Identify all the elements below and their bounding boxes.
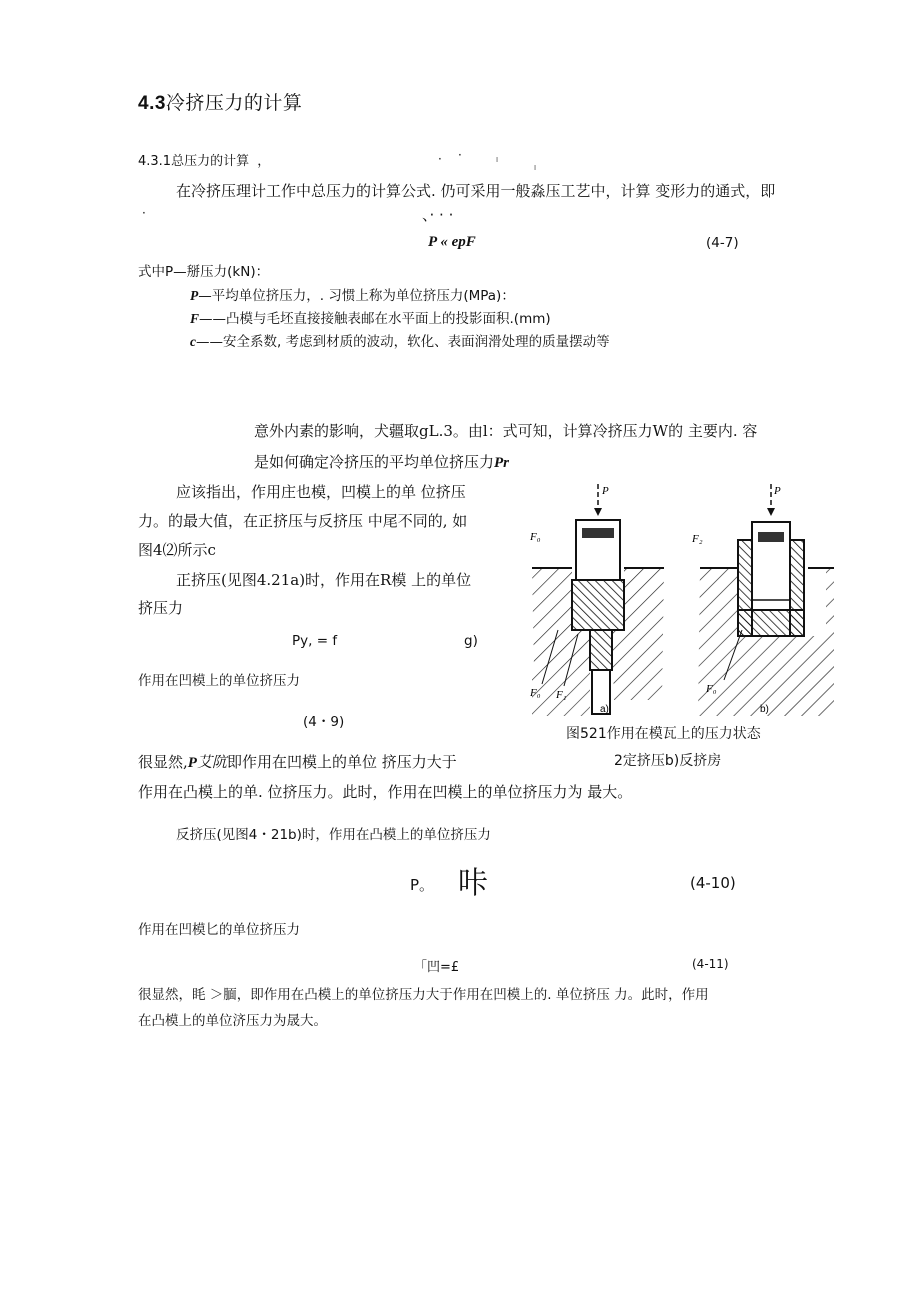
label-p-b: P xyxy=(774,485,781,497)
def-symbol: c xyxy=(190,334,196,349)
stray-mark: I xyxy=(534,164,537,172)
subsection-trail: ， xyxy=(257,154,271,169)
label-b: b) xyxy=(760,704,769,715)
formula-4-10-glyph: 咔 xyxy=(458,866,488,901)
para7-line-2: 在凸模上的单位济压力为晟大。 xyxy=(138,1013,327,1029)
formula-4-7: P « epF xyxy=(428,234,476,250)
para4-line-2: 挤压力 xyxy=(138,599,184,617)
para3-line-3: 图4⑵所示c xyxy=(138,541,216,559)
formula-4-9-number: (4・9) xyxy=(303,714,345,730)
figure-caption-line-2: 2定挤压b)反挤房 xyxy=(614,753,722,769)
intro-line-1: 在冷挤压理计工作中总压力的计算公式. 仍可采用一般淼压工艺中，计算 变形力的通式，即 xyxy=(176,182,776,200)
para5-line-1: 很显然,P艾阬即作用在凹模上的单位 挤压力大于 xyxy=(138,753,457,771)
punch-top-a xyxy=(582,528,614,538)
section-title: 冷挤压力的计算 xyxy=(165,92,303,114)
intro-dot: · xyxy=(142,206,146,220)
stray-mark: I xyxy=(496,156,499,164)
billet-a xyxy=(572,580,624,630)
label-f0-a: F₀ xyxy=(530,687,541,699)
para5-line-2: 作用在凸模上的单. 位挤压力。此时，作用在凹模上的单位挤压力为 最大。 xyxy=(138,783,633,801)
para6: 反挤压(见图4・21b)时，作用在凸模上的单位挤压力 xyxy=(176,827,491,843)
label-a: a) xyxy=(600,704,609,715)
def-text: ——凸模与毛坯直接接触表邮在水平面上的投影面积.(mm) xyxy=(199,311,551,327)
para7-line-1: 很显然，眊 ＞腼，即作用在凸模上的单位挤压力大于作用在凹模上的. 单位挤压 力。此时，作用 xyxy=(138,987,709,1003)
defs-lead: 式中P—掰压力(kN)： xyxy=(138,264,270,280)
section-heading xyxy=(138,88,302,115)
label-p-a: P xyxy=(602,485,609,497)
label-f2-b: F₂ xyxy=(692,533,703,545)
para3-line-1: 应该指出，作用庄也模，凹模上的单 位挤压 xyxy=(176,483,466,501)
para2-line-2: 是如何确定冷挤压的平均单位挤压力Pr xyxy=(254,453,510,471)
para4-line-1: 正挤压(见图4.21a)时，作用在R模 上的单位 xyxy=(176,571,472,589)
formula-4-8-number: g) xyxy=(464,633,478,649)
concave-label-2: 作用在凹模匕的单位挤压力 xyxy=(138,922,300,938)
def-item-f xyxy=(190,307,551,327)
formula-4-11: 「凹=£ xyxy=(414,960,460,975)
formula-4-10-number: (4-10) xyxy=(690,874,736,892)
subsection-title: 4.3.1总压力的计算 xyxy=(138,154,250,169)
pressure-diagram xyxy=(528,480,836,720)
diagram-a xyxy=(532,484,664,716)
label-f0-a-top: F₀ xyxy=(530,531,541,543)
para5-symbol: P xyxy=(187,755,197,771)
para2-symbol: Pr xyxy=(494,455,510,471)
formula-4-7-number: (4-7) xyxy=(706,235,739,251)
para3-line-2: 力。的最大值，在正挤压与反挤压 中尾不同的, 如 xyxy=(138,512,468,530)
formula-4-11-number: (4-11) xyxy=(692,957,729,971)
def-item-c xyxy=(190,330,610,350)
section-number: 4.3 xyxy=(138,93,166,114)
def-item-p xyxy=(190,284,515,304)
para2-line-1: 意外内素的影响，犬疆取gL.3。由l：式可知，计算冷挤压力W的 主要内. 容 xyxy=(254,422,758,440)
stray-mark: · xyxy=(458,148,462,162)
def-text: —平均单位挤压力，. 习惯上称为单位挤压力(MPa)： xyxy=(198,288,515,304)
formula-4-8: Py, = f xyxy=(292,633,338,649)
figure-4-21 xyxy=(528,480,836,720)
formula-4-10: P。 xyxy=(410,876,435,894)
def-symbol: P xyxy=(190,288,199,303)
concave-label-1: 作用在凹模上的单位挤压力 xyxy=(138,673,300,689)
figure-caption-line-1: 图521作用在模瓦上的压力状态 xyxy=(566,726,761,742)
intro-line-2-marks: 、· · · xyxy=(422,206,454,224)
subsection-heading xyxy=(138,150,270,169)
label-f1-a: F₁ xyxy=(556,689,567,701)
cup-bottom xyxy=(738,610,804,636)
label-f0-b: F₀ xyxy=(706,683,717,695)
diagram-b xyxy=(698,484,834,716)
def-symbol: F xyxy=(190,311,200,326)
stray-mark: · xyxy=(438,152,442,166)
def-text: ——安全系数, 考虑到材质的波动，软化、表面润滑处理的质量摆动等 xyxy=(196,334,610,350)
